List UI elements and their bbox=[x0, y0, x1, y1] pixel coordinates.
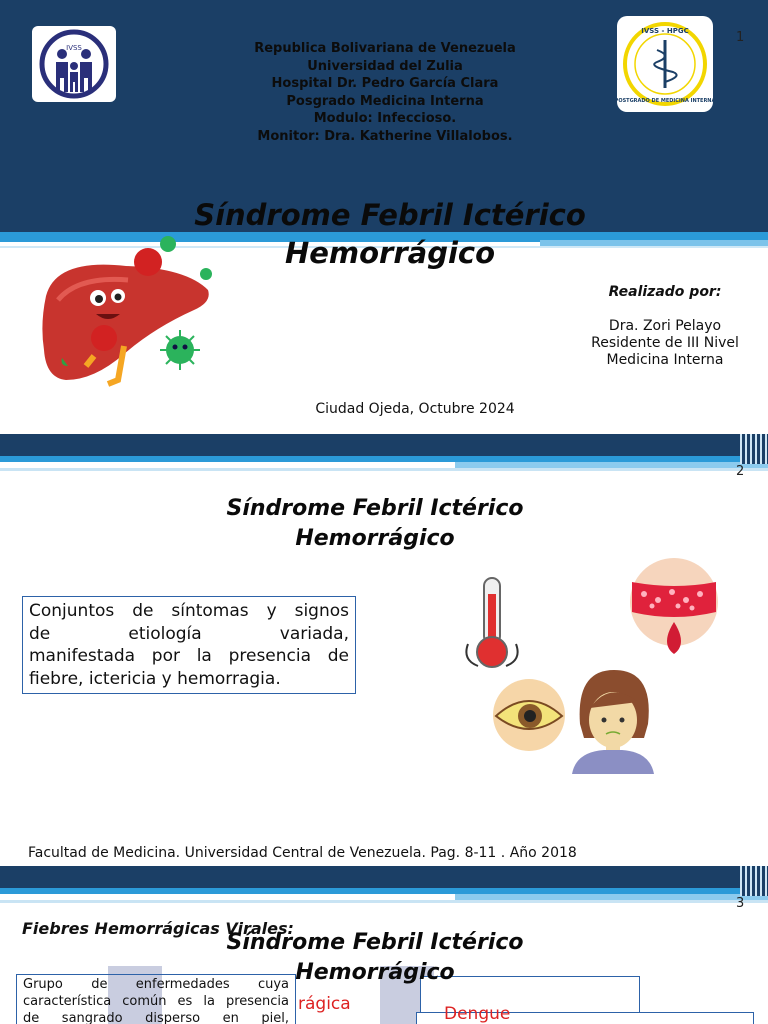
institution-line: Universidad del Zulia bbox=[307, 58, 463, 74]
caduceus-icon bbox=[617, 16, 713, 112]
institution-block bbox=[140, 40, 630, 145]
author-block bbox=[560, 284, 768, 369]
logo-right-top: IVSS - HPGC bbox=[641, 27, 689, 35]
institution-line: Hospital Dr. Pedro García Clara bbox=[271, 76, 499, 91]
postgrado-logo bbox=[617, 16, 713, 112]
group-line: de sangrado disperso en piel, bbox=[23, 1011, 289, 1024]
slide-top-ribs bbox=[740, 866, 768, 896]
slide-top-band bbox=[0, 866, 768, 888]
definition-line: Conjuntos de síntomas y signos bbox=[29, 601, 349, 621]
section-subtitle: Fiebres Hemorrágicas Virales: bbox=[22, 919, 294, 938]
author-line: Medicina Interna bbox=[606, 352, 724, 368]
woman-jaundice-illustration bbox=[566, 668, 660, 774]
title-line: Hemorrágico bbox=[295, 960, 455, 985]
author-line: Residente de III Nivel bbox=[591, 335, 739, 351]
title-line: Síndrome Febril Ictérico bbox=[194, 198, 586, 232]
slide-top-band bbox=[0, 434, 768, 456]
partial-red-label: rágica bbox=[298, 994, 351, 1014]
definition-line: fiebre, ictericia y hemorragia. bbox=[29, 668, 281, 689]
slide-top-stripe-thin bbox=[0, 468, 768, 471]
institution-line: Republica Bolivariana de Venezuela bbox=[254, 41, 516, 56]
author-line: Dra. Zori Pelayo bbox=[608, 318, 722, 334]
title-line: Síndrome Febril Ictérico bbox=[226, 496, 524, 521]
ivss-logo bbox=[32, 26, 116, 102]
slide-top-stripe-thin bbox=[0, 900, 768, 903]
page-number: 2 bbox=[736, 464, 745, 479]
group-description-box bbox=[16, 974, 296, 1024]
page-number: 3 bbox=[736, 896, 745, 911]
realizado-label: Realizado por: bbox=[608, 284, 722, 300]
thermometer-icon bbox=[460, 574, 526, 670]
slide-top-ribs bbox=[740, 434, 768, 464]
family-icon bbox=[32, 26, 116, 102]
partial-dengue-label: Dengue bbox=[444, 1004, 511, 1024]
slide-2 bbox=[0, 434, 768, 866]
slide-1 bbox=[0, 0, 768, 434]
title-line: Síndrome Febril Ictérico bbox=[226, 930, 524, 955]
jaundiced-eye-icon bbox=[490, 678, 568, 752]
logo-left-text: IVSS bbox=[66, 44, 82, 52]
reference-citation: Facultad de Medicina. Universidad Central de Venezuela. Pag. 8-11 . Año 2018 bbox=[28, 845, 577, 861]
group-line: Grupo de enfermedades cuya bbox=[23, 977, 289, 992]
title-line: Hemorrágico bbox=[295, 526, 455, 551]
logo-right-ring: POSTGRADO DE MEDICINA INTERNA bbox=[617, 98, 713, 104]
institution-line: Modulo: Infeccioso. bbox=[313, 111, 457, 126]
group-line: característica común es la presencia bbox=[23, 994, 289, 1009]
institution-line: Posgrado Medicina Interna bbox=[286, 93, 484, 109]
definition-line: de etiología variada, bbox=[29, 623, 349, 644]
city-date: Ciudad Ojeda, Octubre 2024 bbox=[315, 401, 515, 417]
definition-box bbox=[22, 596, 356, 694]
page-number: 1 bbox=[736, 30, 745, 45]
definition-line: manifestada por la presencia de bbox=[29, 646, 349, 666]
liver-character-illustration bbox=[28, 226, 228, 396]
slide-3 bbox=[0, 866, 768, 1024]
slide-title bbox=[140, 494, 610, 554]
bleeding-skin-icon bbox=[628, 558, 720, 668]
title-line: Hemorrágico bbox=[284, 236, 496, 270]
institution-line: Monitor: Dra. Katherine Villalobos. bbox=[257, 128, 513, 144]
